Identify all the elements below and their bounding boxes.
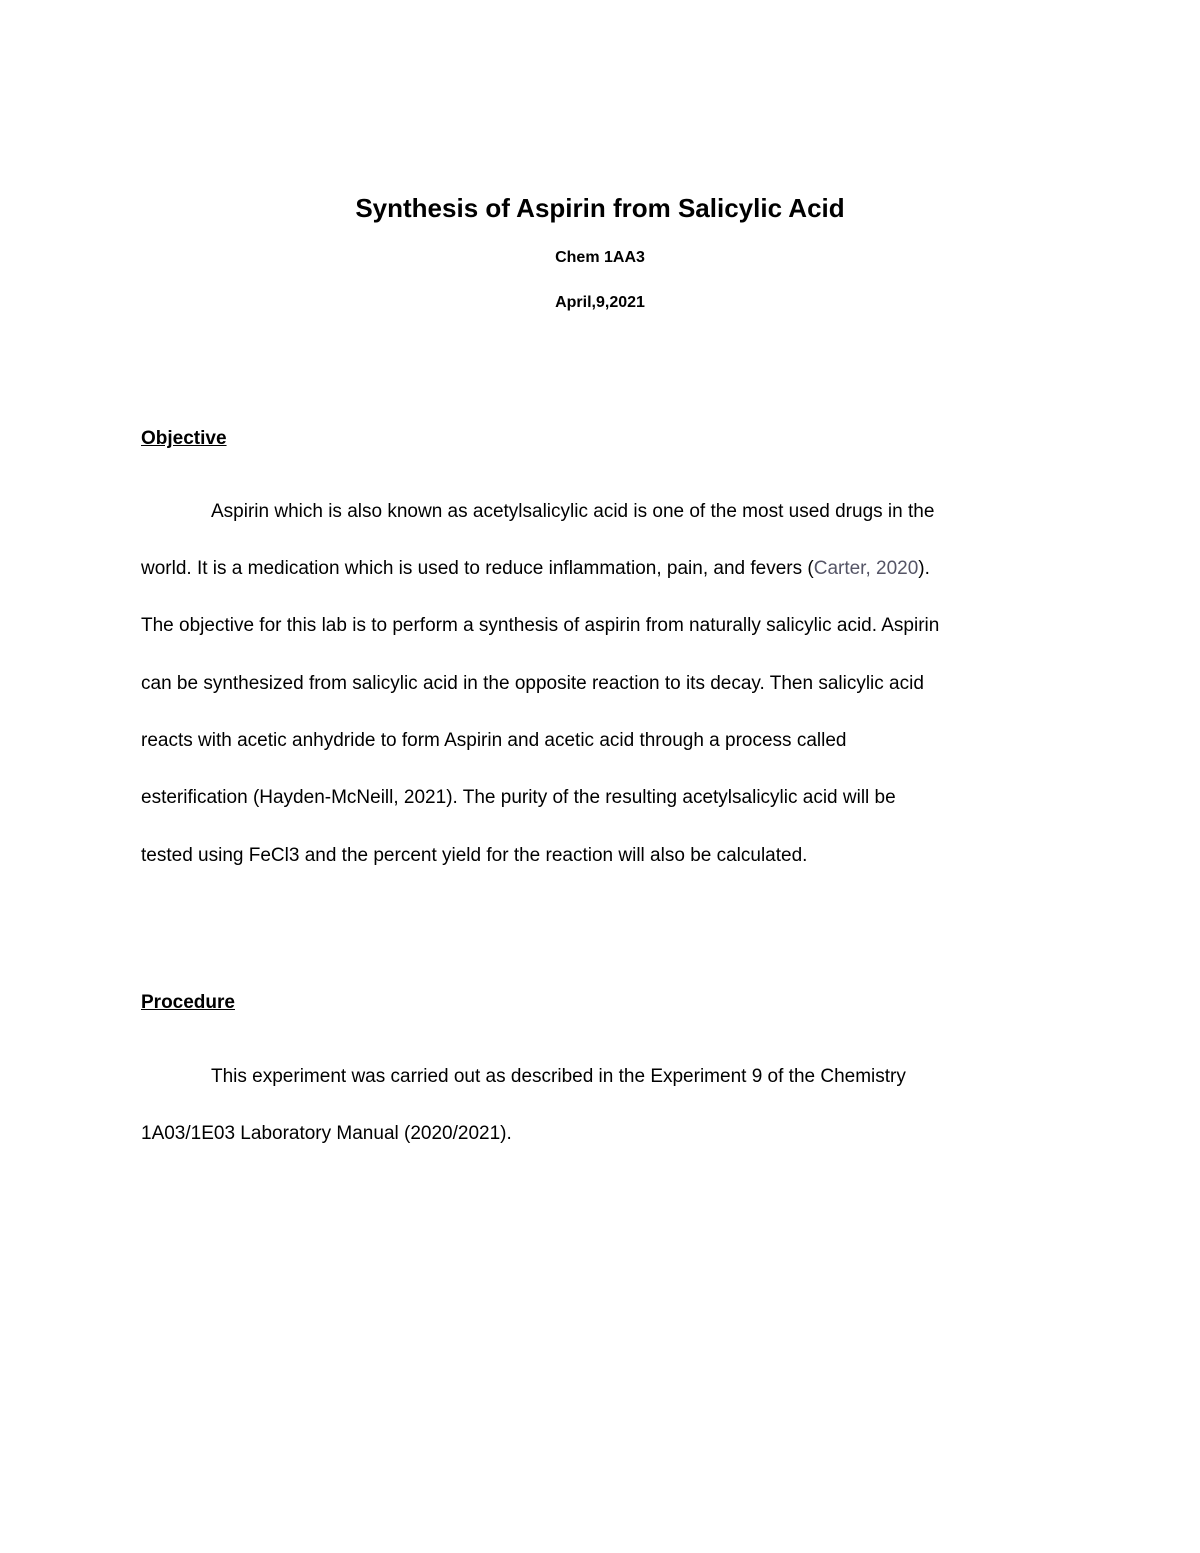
objective-line-2 (141, 555, 930, 583)
objective-line-3: The objective for this lab is to perform a synthesis of aspirin from naturally salicylic acid. Aspirin (141, 615, 940, 636)
document-title: Synthesis of Aspirin from Salicylic Acid (355, 193, 845, 223)
citation-carter: Carter, 2020 (813, 558, 919, 579)
objective-line-1: Aspirin which is also known as acetylsalicylic acid is one of the most used drugs in the (211, 501, 935, 522)
objective-line-7: tested using FeCl3 and the percent yield for the reaction will also be calculated. (141, 845, 808, 866)
procedure-heading: Procedure (141, 992, 235, 1013)
course-name: Chem 1AA3 (555, 249, 645, 266)
objective-line-2-text: world. It is a medication which is used to reduce inflammation, pain, and fevers (141, 558, 808, 579)
procedure-line-1: This experiment was carried out as described in the Experiment 9 of the Chemistry (211, 1066, 906, 1087)
citation-open: ( (807, 558, 814, 579)
citation-close: ). (918, 558, 930, 579)
document-date: April,9,2021 (555, 294, 645, 311)
objective-line-6: esterification (Hayden-McNeill, 2021). The purity of the resulting acetylsalicylic acid will be (141, 787, 896, 808)
objective-line-4: can be synthesized from salicylic acid in the opposite reaction to its decay. Then salicylic acid (141, 673, 924, 694)
objective-line-5: reacts with acetic anhydride to form Aspirin and acetic acid through a process called (141, 730, 847, 751)
procedure-line-2: 1A03/1E03 Laboratory Manual (2020/2021). (141, 1123, 512, 1144)
objective-heading: Objective (141, 428, 227, 449)
